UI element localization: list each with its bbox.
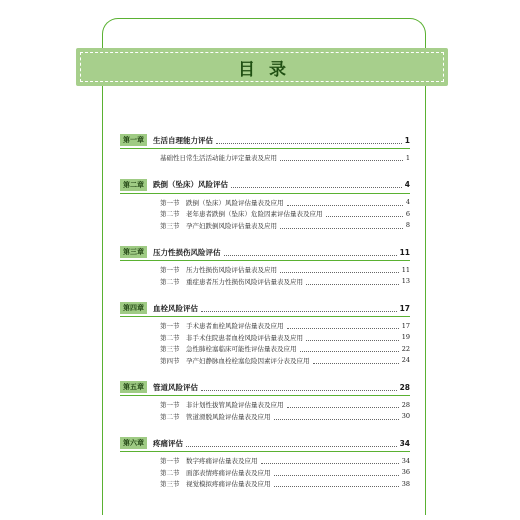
- section-title: 基础性日常生活活动能力评定量表及应用: [160, 154, 277, 163]
- chapter-row[interactable]: [120, 302, 410, 317]
- section-number: 第一节: [160, 198, 180, 207]
- chapter-row[interactable]: [120, 381, 410, 396]
- section-number: 第二节: [160, 210, 180, 219]
- section-number: 第二节: [160, 277, 180, 286]
- leader-dots: [186, 440, 397, 447]
- section-title: 老年患者跌倒（坠床）危险因素评估量表及应用: [186, 210, 323, 219]
- section-title: 数字疼痛评估量表及应用: [186, 457, 258, 466]
- section-number: 第三节: [160, 480, 180, 489]
- leader-dots: [326, 210, 403, 217]
- chapter-title: 生活自理能力评估: [153, 135, 213, 145]
- chapter-number: 第三章: [120, 246, 147, 258]
- section-number: 第一节: [160, 457, 180, 466]
- chapter-number: 第一章: [120, 134, 147, 146]
- section-row[interactable]: [120, 399, 410, 411]
- section-row[interactable]: [120, 152, 410, 164]
- leader-dots: [280, 222, 403, 229]
- section-row[interactable]: [120, 208, 410, 220]
- section-row[interactable]: [120, 276, 410, 288]
- leader-dots: [287, 199, 403, 206]
- section-page-number: 24: [401, 356, 410, 365]
- section-row[interactable]: [120, 220, 410, 232]
- section-number: 第三节: [160, 221, 180, 230]
- table-of-contents: [120, 134, 410, 505]
- section-number: 第三节: [160, 345, 180, 354]
- section-title: 手术患者血栓风险评估量表及应用: [186, 322, 284, 331]
- section-row[interactable]: [120, 467, 410, 479]
- chapter-number: 第五章: [120, 381, 147, 393]
- leader-dots: [224, 249, 397, 256]
- section-row[interactable]: [120, 264, 410, 276]
- chapter-page-number: 1: [404, 135, 410, 145]
- section-title: 孕产妇静脉血栓栓塞危险因素评分表及应用: [186, 356, 310, 365]
- section-row[interactable]: [120, 478, 410, 490]
- leader-dots: [300, 345, 399, 352]
- section-title: 压力性损伤风险评估量表及应用: [186, 266, 277, 275]
- chapter-row[interactable]: [120, 437, 410, 452]
- section-page-number: 30: [401, 412, 410, 421]
- leader-dots: [280, 266, 399, 273]
- chapter-block: [120, 437, 410, 490]
- chapter-row[interactable]: [120, 246, 410, 261]
- section-page-number: 1: [405, 153, 410, 162]
- leader-dots: [287, 322, 399, 329]
- chapter-page-number: 34: [399, 438, 410, 448]
- toc-heading-banner: [76, 48, 448, 86]
- chapter-title: 管道风险评估: [153, 382, 198, 392]
- chapter-title: 跌倒（坠床）风险评估: [153, 180, 228, 189]
- heading-dashed-border: [80, 52, 444, 82]
- section-page-number: 22: [401, 344, 410, 353]
- section-title: 非计划性拔管风险评估量表及应用: [186, 401, 284, 410]
- chapter-block: [120, 381, 410, 422]
- section-page-number: 28: [401, 400, 410, 409]
- leader-dots: [274, 413, 399, 420]
- section-number: 第一节: [160, 322, 180, 331]
- chapter-number: 第二章: [120, 179, 147, 191]
- leader-dots: [306, 278, 399, 285]
- section-page-number: 11: [401, 265, 410, 274]
- section-row[interactable]: [120, 320, 410, 332]
- section-page-number: 8: [405, 221, 410, 230]
- chapter-page-number: 4: [404, 180, 410, 189]
- leader-dots: [287, 401, 399, 408]
- leader-dots: [274, 480, 399, 487]
- section-title: 非手术住院患者血栓风险评估量表及应用: [186, 333, 303, 342]
- chapter-page-number: 11: [399, 247, 410, 257]
- section-title: 面部表情疼痛评估量表及应用: [186, 468, 271, 477]
- section-title: 管道滑脱风险评估量表及应用: [186, 412, 271, 421]
- section-number: 第四节: [160, 356, 180, 365]
- section-row[interactable]: [120, 343, 410, 355]
- leader-dots: [201, 384, 397, 391]
- section-page-number: 19: [401, 333, 410, 342]
- section-number: 第一节: [160, 266, 180, 275]
- chapter-number: 第四章: [120, 302, 147, 314]
- chapter-page-number: 28: [399, 382, 410, 392]
- section-number: 第二节: [160, 333, 180, 342]
- chapter-block: [120, 179, 410, 232]
- chapter-row[interactable]: [120, 134, 410, 149]
- chapter-number: 第六章: [120, 437, 147, 449]
- chapter-row[interactable]: [120, 179, 410, 194]
- leader-dots: [261, 457, 399, 464]
- chapter-page-number: 17: [399, 303, 410, 313]
- chapter-block: [120, 134, 410, 164]
- section-title: 孕产妇跌倒风险评估量表及应用: [186, 221, 277, 230]
- section-title: 重症患者压力性损伤风险评估量表及应用: [186, 277, 303, 286]
- chapter-block: [120, 246, 410, 287]
- section-number: 第二节: [160, 468, 180, 477]
- section-row[interactable]: [120, 197, 410, 209]
- leader-dots: [274, 469, 399, 476]
- leader-dots: [280, 154, 403, 161]
- section-row[interactable]: [120, 411, 410, 423]
- leader-dots: [313, 357, 399, 364]
- section-row[interactable]: [120, 332, 410, 344]
- section-title: 跌倒（坠床）风险评估量表及应用: [186, 198, 284, 207]
- section-number: 第二节: [160, 412, 180, 421]
- chapter-title: 血栓风险评估: [153, 303, 198, 313]
- toc-heading: 目录: [238, 59, 300, 80]
- leader-dots: [201, 305, 397, 312]
- section-page-number: 36: [401, 468, 410, 477]
- section-page-number: 6: [405, 209, 410, 218]
- leader-dots: [216, 137, 402, 144]
- section-page-number: 17: [401, 321, 410, 330]
- section-number: 第一节: [160, 401, 180, 410]
- chapter-title: 压力性损伤风险评估: [153, 247, 221, 257]
- chapter-title: 疼痛评估: [153, 438, 183, 448]
- section-title: 急性肺栓塞临床可能性评估量表及应用: [186, 345, 297, 354]
- section-row[interactable]: [120, 355, 410, 367]
- section-page-number: 34: [401, 456, 410, 465]
- section-page-number: 13: [401, 277, 410, 286]
- section-page-number: 4: [405, 198, 410, 207]
- chapter-block: [120, 302, 410, 366]
- section-page-number: 38: [401, 479, 410, 488]
- leader-dots: [306, 334, 399, 341]
- leader-dots: [231, 181, 402, 188]
- section-title: 视觉模拟疼痛评估量表及应用: [186, 480, 271, 489]
- section-row[interactable]: [120, 455, 410, 467]
